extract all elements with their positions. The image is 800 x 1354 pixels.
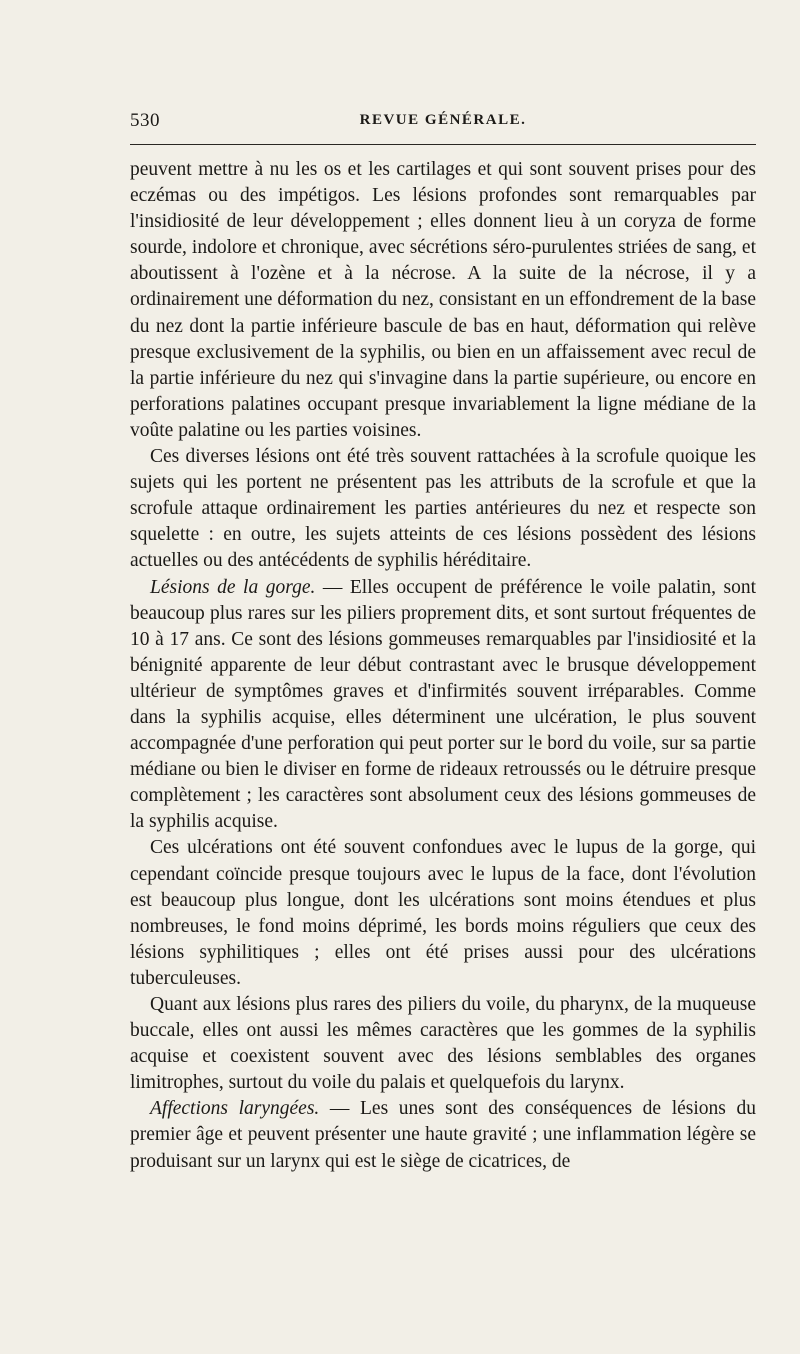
paragraph-1-text: peuvent mettre à nu les os et les cartilages et qui sont souvent prises pour des eczémas ou des impétigos. Les lésions profondes sont remarquables par l'insidiosité de leur développement ; elles donnent lieu à un coryza de forme sourde, indolore et chronique, avec sécrétions séro-purulentes striées de sang, et aboutissent à l'ozène et à la nécrose. A la suite de la nécrose, il y a ordinairement une déformation du nez, consistant en un effondrement de la base du nez dont la partie inférieure bascule de bas en haut, déformation qui relève presque exclusivement de la syphilis, ou bien en un affaissement avec recul de la partie inférieure du nez qui s'invagine dans la partie supérieure, ou encore en perforations palatines occupant presque invariablement la ligne médiane de la voûte palatine ou les parties voisines. [130, 159, 756, 441]
paragraph-3-text: — Elles occupent de préférence le voile palatin, sont beaucoup plus rares sur les piliers proprement dits, et sont surtout fréquentes de 10 à 17 ans. Ce sont des lésions gommeuses remarquables par l'insidiosité et la bénignité apparente de leur début contrastant avec le brusque développement ultérieur de symptômes graves et d'infirmités souvent irréparables. Comme dans la syphilis acquise, elles déterminent une ulcération, le plus souvent accompagnée d'une perforation qui peut porter sur le bord du voile, sur sa partie médiane ou bien le diviser en forme de rideaux retroussés ou le détruire presque complètement ; les caractères sont absolument ceux des lésions gommeuses de la syphilis acquise. [130, 576, 756, 833]
paragraph-5 [130, 992, 756, 1096]
body-text [130, 157, 756, 1175]
section-heading-laryngees: Affections laryngées. [150, 1098, 320, 1120]
paragraph-4 [130, 835, 756, 992]
paragraph-2 [130, 444, 756, 574]
running-title: REVUE GÉNÉRALE. [359, 112, 527, 128]
paragraph-1 [130, 157, 756, 444]
page-number: 530 [130, 110, 160, 131]
paragraph-5-text: Quant aux lésions plus rares des piliers du voile, du pharynx, de la muqueuse buccale, elles ont aussi les mêmes caractères que les gommes de la syphilis acquise et coexistent souvent avec des lésions semblables des organes limitrophes, surtout du voile du palais et quelquefois du larynx. [130, 994, 756, 1094]
header-rule [130, 144, 756, 145]
page-header [130, 108, 756, 134]
paragraph-6 [130, 1096, 756, 1174]
paragraph-4-text: Ces ulcérations ont été souvent confondues avec le lupus de la gorge, qui cependant coïncide presque toujours avec le lupus de la face, dont l'évolution est beaucoup plus longue, dont les ulcérations sont moins étendues et plus nombreuses, le fond moins déprimé, les bords moins réguliers que ceux des lésions syphilitiques ; elles ont été prises aussi pour des ulcérations tuberculeuses. [130, 837, 756, 989]
paragraph-2-text: Ces diverses lésions ont été très souvent rattachées à la scrofule quoique les sujets qui les portent ne présentent pas les attributs de la scrofule et que la scrofule attaque ordinairement les parties antérieures du nez et respecte son squelette : en outre, les sujets atteints de ces lésions possèdent des lésions actuelles ou des antécédents de syphilis héréditaire. [130, 446, 756, 572]
paragraph-6-text: — Les unes sont des conséquences de lésions du premier âge et peuvent présenter une haute gravité ; une inflammation légère se produisant sur un larynx qui est le siège de cicatrices, de [130, 1098, 756, 1172]
section-heading-gorge: Lésions de la gorge. [150, 576, 316, 598]
paragraph-3 [130, 575, 756, 836]
